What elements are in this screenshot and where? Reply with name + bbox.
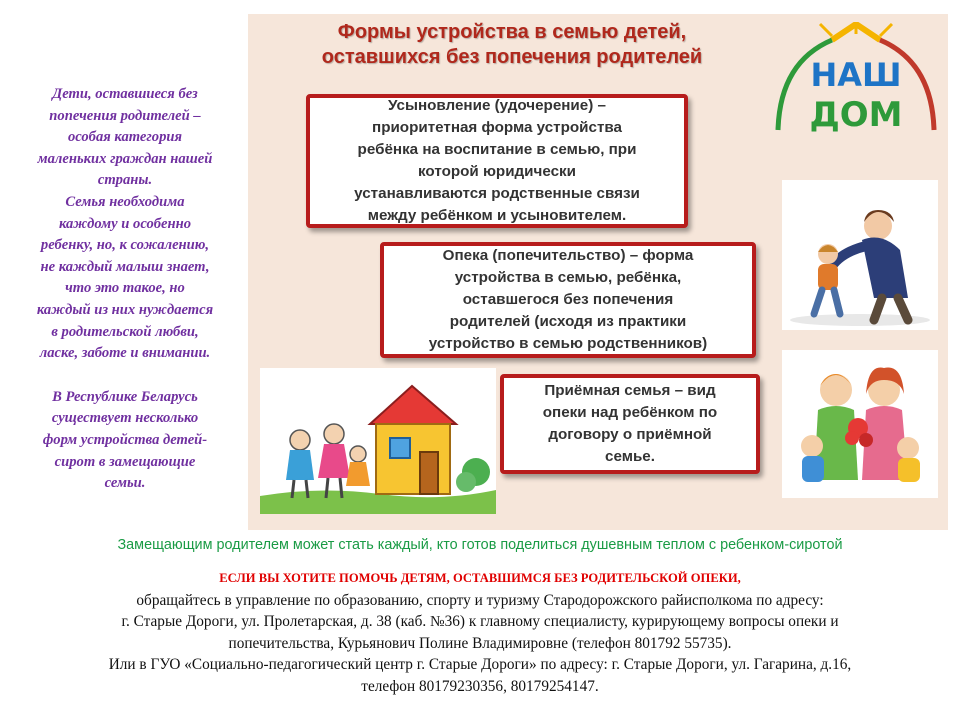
contact-info [20, 590, 940, 697]
text-line: в родительской любви, [51, 323, 199, 340]
text-line: сирот в замещающие [54, 453, 196, 470]
intro-paragraph-1 [6, 84, 244, 192]
intro-paragraph-2 [6, 192, 244, 365]
intro-paragraph-3 [6, 387, 244, 495]
spacer [6, 365, 244, 387]
contact-line: телефон 80179230356, 80179254147. [361, 677, 599, 695]
box-line: устанавливаются родственные связи [354, 185, 640, 202]
box-line: устройство в семью родственников) [428, 335, 708, 352]
text-line: существует несколько [51, 410, 199, 427]
text-line: каждому и особенно [58, 215, 192, 232]
text-line: ребенку, но, к сожалению, [40, 237, 210, 254]
box-line: семье. [605, 448, 655, 465]
box-line: устройства в семью, ребёнка, [454, 269, 682, 286]
child-drawing-house-illustration [260, 368, 496, 514]
title-line: оставшихся без попечения родителей [321, 46, 703, 68]
text-line: особая категория [67, 129, 183, 146]
box-line: Приёмная семья – вид [544, 382, 716, 399]
text-line: что это такое, но [65, 280, 185, 297]
sun-rays-icon [820, 22, 892, 40]
family-illustration [782, 350, 938, 498]
box-line: Усыновление (удочерение) – [388, 97, 606, 114]
text-line: каждый из них нуждается [36, 301, 214, 318]
text-line: В Республике Беларусь [52, 388, 198, 405]
panel-title [262, 20, 762, 70]
text-line: маленьких граждан нашей [37, 150, 213, 167]
text-line: семьи. [104, 475, 146, 492]
box-line: ребёнка на воспитание в семью, при [357, 141, 637, 158]
box-line: договору о приёмной [548, 426, 712, 443]
adoption-definition-box [306, 94, 688, 228]
contact-line: Или в ГУО «Социально-педагогический центр г. Старые Дороги» по адресу: г. Старые Дороги, ул. Гагарина, д.16, [108, 656, 852, 674]
text-line: Семья необходима [65, 193, 185, 210]
text-line: форм устройства детей- [42, 431, 208, 448]
parent-child-illustration [782, 180, 938, 330]
text-line: не каждый малыш знает, [40, 258, 210, 275]
box-line: которой юридически [418, 163, 576, 180]
contact-line: попечительства, Курьянович Полине Владимировне (телефон 801792 55735). [228, 634, 732, 652]
substitute-parent-slogan: Замещающим родителем может стать каждый, кто готов поделиться душевным теплом с ребенком-сиротой [117, 537, 843, 553]
box-line: опеки над ребёнком по [542, 404, 718, 421]
text-line: страны. [97, 172, 153, 189]
contact-line: г. Старые Дороги, ул. Пролетарская, д. 38 (каб. №36) к главному специалисту, курирующему вопросы опеки и [121, 613, 839, 631]
text-line: попечения родителей – [49, 107, 201, 124]
text-line: ласке, заботе и внимании. [39, 345, 211, 362]
text-line: Дети, оставшиеся без [52, 86, 198, 102]
title-line: Формы устройства в семью детей, [337, 21, 687, 43]
box-line: приоритетная форма устройства [372, 119, 622, 136]
nash-dom-logo [772, 22, 940, 140]
logo-word-dom: ДОМ [809, 95, 903, 135]
help-children-heading: ЕСЛИ ВЫ ХОТИТЕ ПОМОЧЬ ДЕТЯМ, ОСТАВШИМСЯ БЕЗ РОДИТЕЛЬСКОЙ ОПЕКИ, [219, 571, 741, 585]
box-line: оставшегося без попечения [462, 291, 674, 308]
guardianship-definition-box [380, 242, 756, 358]
box-line: Опека (попечительство) – форма [442, 247, 694, 264]
box-line: родителей (исходя из практики [449, 313, 687, 330]
foster-family-definition-box [500, 374, 760, 474]
contact-line: обращайтесь в управление по образованию, спорту и туризму Стародорожского райисполкома по адресу: [136, 592, 824, 609]
box-line: между ребёнком и усыновителем. [367, 207, 627, 224]
intro-text [6, 84, 244, 495]
logo-word-nash: НАШ [810, 56, 902, 94]
